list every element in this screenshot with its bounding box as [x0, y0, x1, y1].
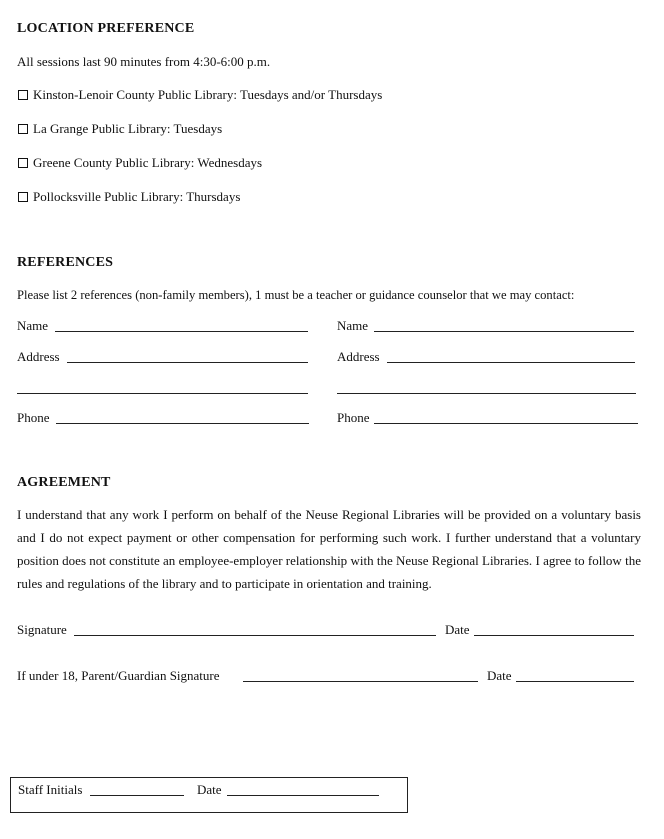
staff-initials-field[interactable] [90, 795, 184, 796]
location-option-label: Greene County Public Library: Wednesdays [33, 155, 263, 170]
guardian-signature-field[interactable] [243, 681, 478, 682]
signature-label: Signature [17, 622, 67, 637]
location-option [18, 155, 262, 171]
references-heading: REFERENCES [17, 255, 114, 270]
staff-initials-label: Staff Initials [18, 782, 83, 797]
ref1-name-label: Name [17, 318, 49, 333]
ref2-phone-label: Phone [337, 410, 370, 425]
location-option-label: La Grange Public Library: Tuesdays [33, 121, 223, 136]
guardian-date-label: Date [487, 668, 512, 683]
checkbox-la-grange[interactable] [18, 124, 28, 134]
ref2-name-label: Name [337, 318, 369, 333]
ref2-address-field-line2[interactable] [337, 393, 636, 394]
signature-date-field[interactable] [474, 635, 634, 636]
signature-field[interactable] [74, 635, 436, 636]
location-option [18, 189, 240, 205]
checkbox-greene-county[interactable] [18, 158, 28, 168]
ref2-phone-field[interactable] [374, 423, 638, 424]
agreement-heading: AGREEMENT [17, 475, 111, 490]
staff-date-label: Date [197, 782, 222, 797]
ref2-address-label: Address [337, 349, 380, 364]
guardian-date-field[interactable] [516, 681, 634, 682]
ref1-phone-label: Phone [17, 410, 50, 425]
signature-date-label: Date [445, 622, 470, 637]
location-option [18, 121, 222, 137]
location-heading: LOCATION PREFERENCE [17, 21, 195, 36]
checkbox-pollocksville[interactable] [18, 192, 28, 202]
location-option-label: Pollocksville Public Library: Thursdays [33, 189, 241, 204]
ref1-address-label: Address [17, 349, 60, 364]
guardian-signature-label: If under 18, Parent/Guardian Signature [17, 668, 220, 683]
location-option-label: Kinston-Lenoir County Public Library: Tuesdays and/or Thursdays [33, 87, 383, 102]
references-instructions: Please list 2 references (non-family members), 1 must be a teacher or guidance counselor that we may contact: [17, 288, 575, 302]
checkbox-kinston[interactable] [18, 90, 28, 100]
sessions-info: All sessions last 90 minutes from 4:30-6:00 p.m. [17, 54, 271, 69]
ref1-phone-field[interactable] [56, 423, 309, 424]
ref2-name-field[interactable] [374, 331, 634, 332]
agreement-text: I understand that any work I perform on behalf of the Neuse Regional Libraries will be provided on a voluntary basis and I do not expect payment or other compensation for performing such work. I further understand that a voluntary position does not constitute an employee-employer relationship with the Neuse Regional Libraries. I agree to follow the rules and regulations of the library and to participate in orientation and training. [17, 507, 641, 591]
ref1-name-field[interactable] [55, 331, 308, 332]
ref1-address-field[interactable] [67, 362, 308, 363]
ref1-address-field-line2[interactable] [17, 393, 308, 394]
location-option [18, 87, 382, 103]
staff-date-field[interactable] [227, 795, 379, 796]
ref2-address-field[interactable] [387, 362, 635, 363]
